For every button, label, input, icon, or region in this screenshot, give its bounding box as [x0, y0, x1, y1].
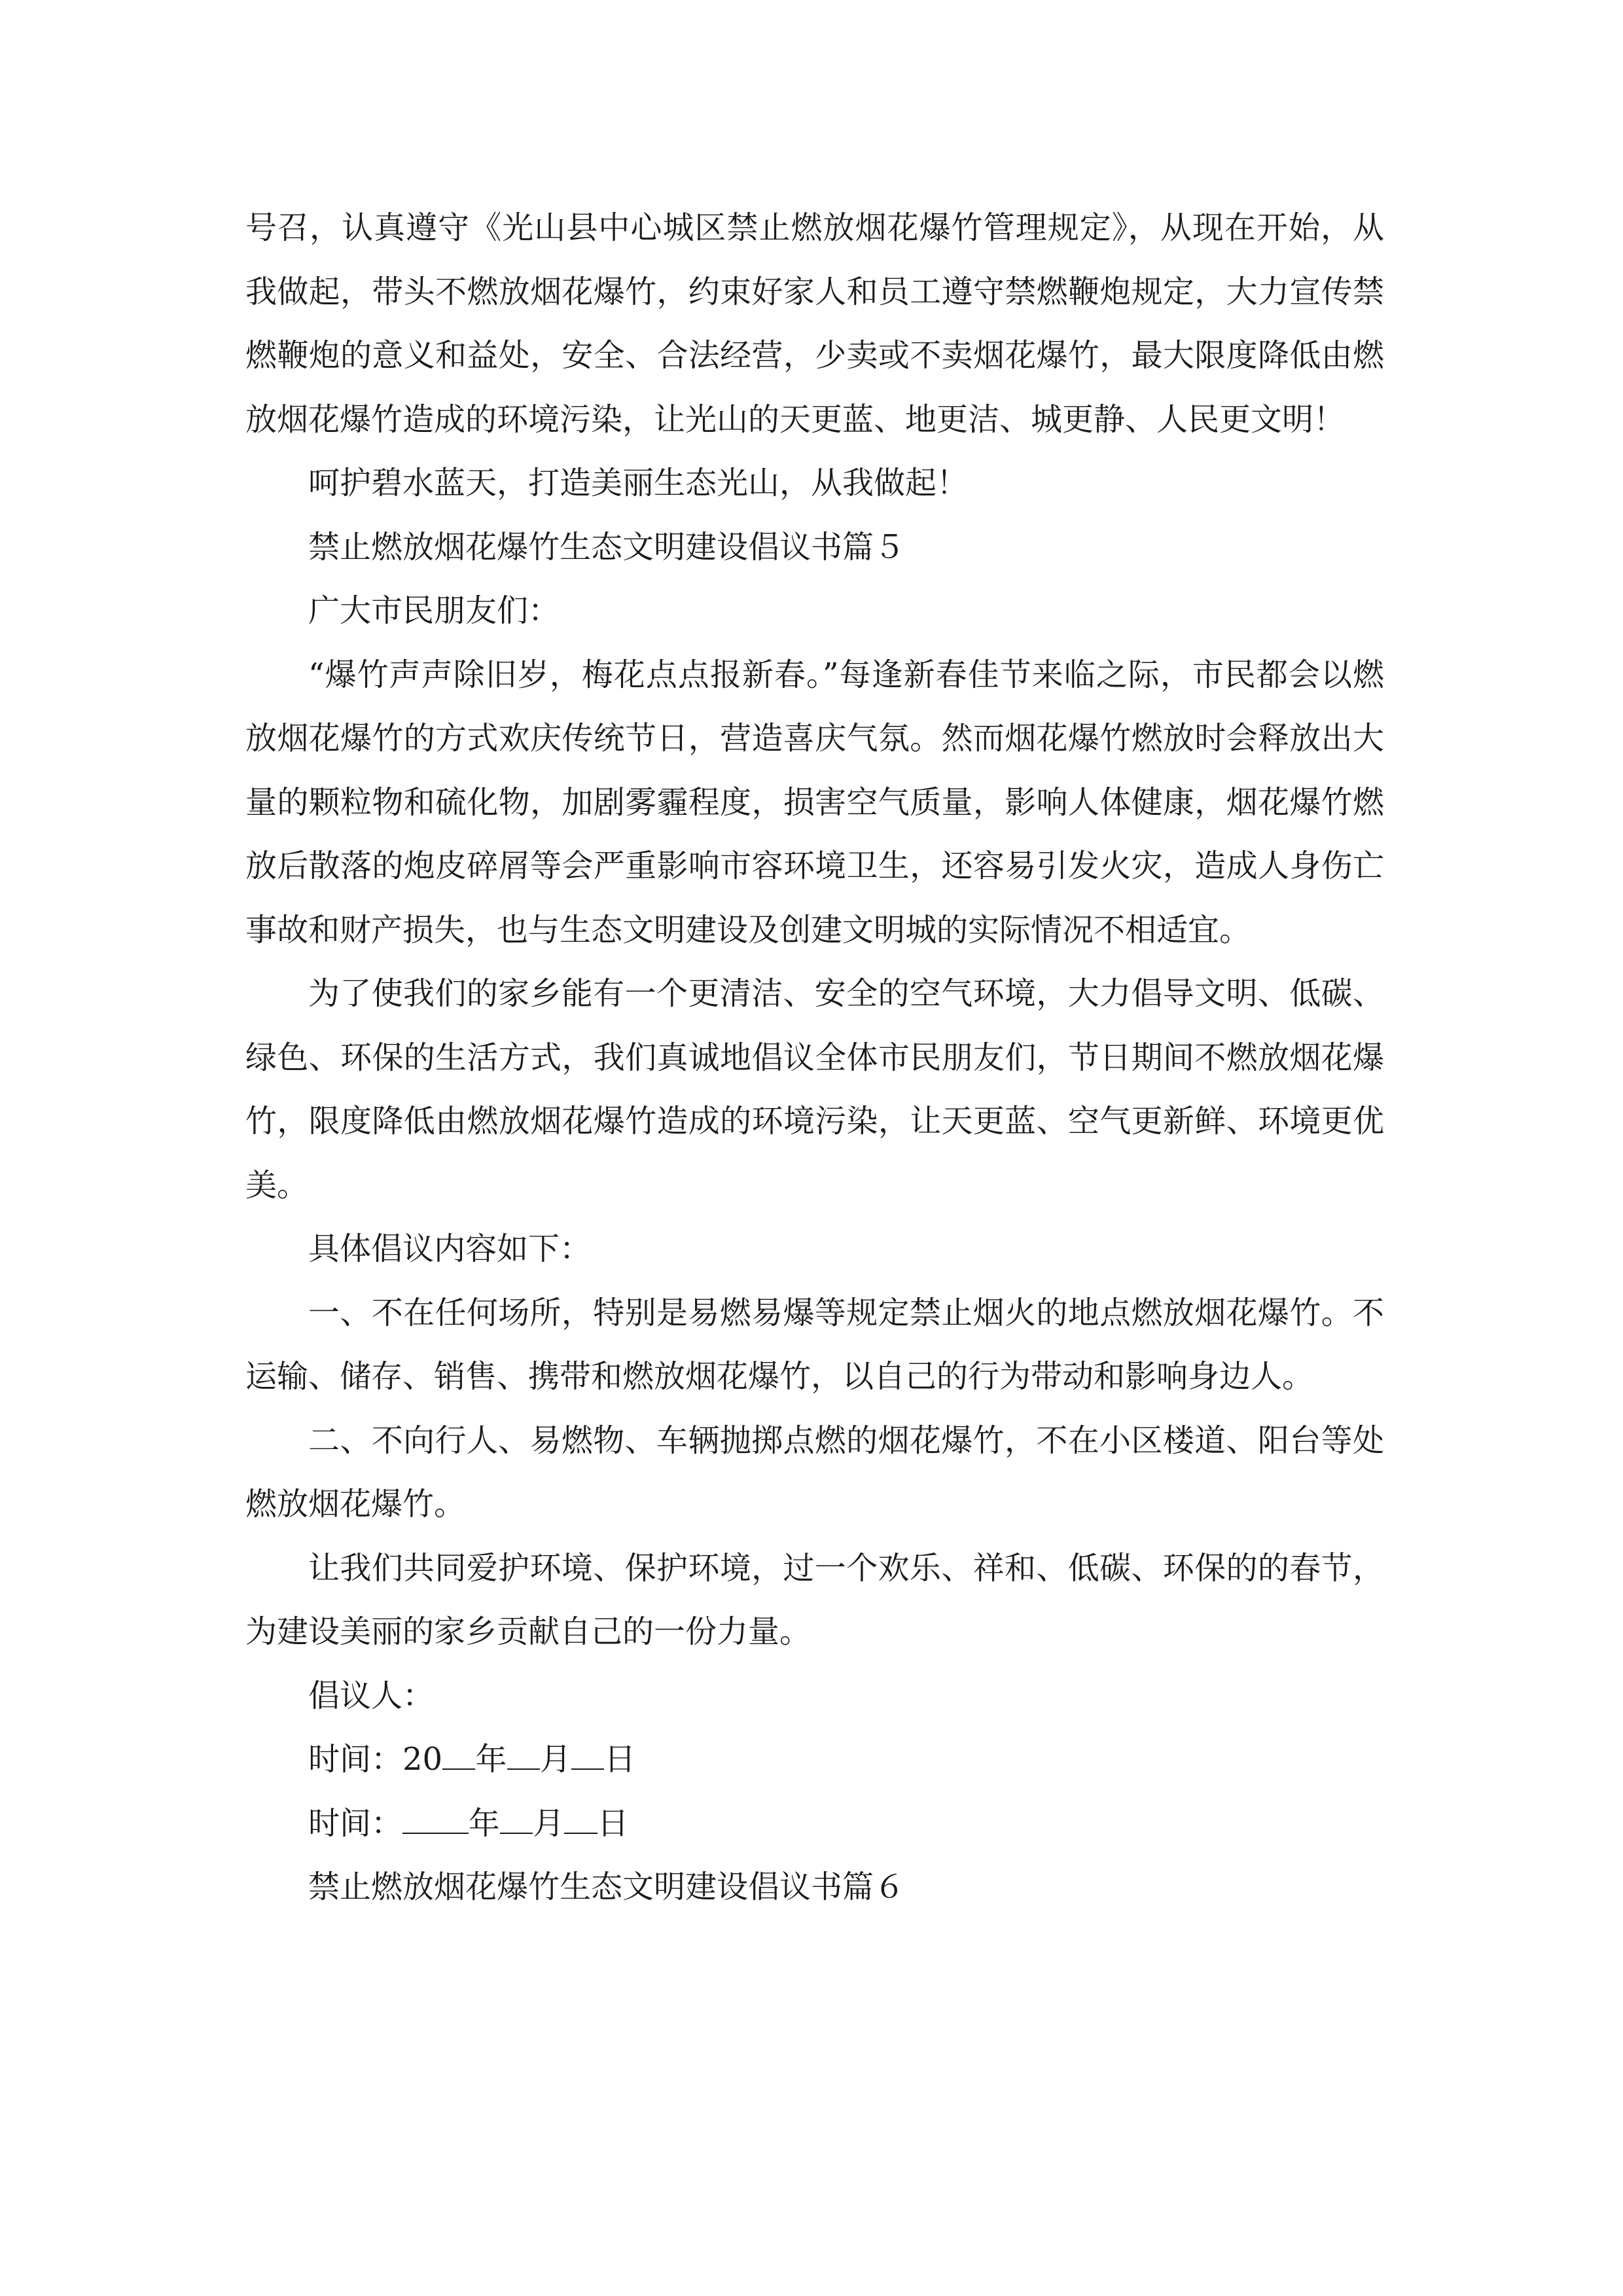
- date-day-char: 日: [604, 1741, 636, 1778]
- day-blank: [564, 1803, 597, 1834]
- year-blank: [442, 1738, 475, 1770]
- date-line-2: [245, 1792, 1384, 1856]
- date-label: 时间：: [308, 1804, 403, 1842]
- salutation: 广大市民朋友们：: [308, 592, 560, 629]
- date-month-char: 月: [533, 1804, 565, 1842]
- date-year-prefix: 20: [402, 1741, 443, 1778]
- proposal-item-1: 一、不在任何场所，特别是易燃易爆等规定禁止烟火的地点燃放烟花爆竹。不运输、储存、销售、携带和燃放烟花爆竹，以自己的行为带动和影响身边人。: [245, 1294, 1384, 1395]
- date-label: 时间：: [308, 1741, 403, 1778]
- paragraph-intro: “爆竹声声除旧岁，梅花点点报新春。”每逢新春佳节来临之际，市民都会以燃放烟花爆竹的方式欢庆传统节日，营造喜庆气氛。然而烟花爆竹燃放时会释放出大量的颗粒物和硫化物，加剧雾霾程度，损害空气质量，影响人体健康，烟花爆竹燃放后散落的炮皮碎屑等会严重影响市容环境卫生，还容易引发火灾，造成人身伤亡事故和财产损失，也与生态文明建设及创建文明城的实际情况不相适宜。: [245, 656, 1384, 948]
- paragraph-continuation: 号召，认真遵守《光山县中心城区禁止燃放烟花爆竹管理规定》，从现在开始，从我做起，带头不燃放烟花爆竹，约束好家人和员工遵守禁燃鞭炮规定，大力宣传禁燃鞭炮的意义和益处，安全、合法经营，少卖或不卖烟花爆竹，最大限度降低由燃放烟花爆竹造成的环境污染，让光山的天更蓝、地更洁、城更静、人民更文明！: [245, 209, 1384, 438]
- month-blank: [507, 1738, 540, 1770]
- date-year-char: 年: [475, 1741, 507, 1778]
- section-title-5: 禁止燃放烟花爆竹生态文明建设倡议书篇５: [308, 528, 906, 565]
- paragraph-list-heading: 具体倡议内容如下：: [308, 1230, 592, 1267]
- proposal-item-2: 二、不向行人、易燃物、车辆抛掷点燃的烟花爆竹，不在小区楼道、阳台等处燃放烟花爆竹。: [245, 1422, 1384, 1522]
- date-line-1: [245, 1728, 1384, 1792]
- date-day-char: 日: [597, 1804, 629, 1842]
- day-blank: [571, 1738, 604, 1770]
- date-year-char: 年: [468, 1804, 500, 1842]
- document-page: [245, 196, 1384, 1920]
- signatory-label: 倡议人：: [308, 1677, 435, 1714]
- date-month-char: 月: [539, 1741, 571, 1778]
- paragraph-closing: 让我们共同爱护环境、保护环境，过一个欢乐、祥和、低碳、环保的的春节，为建设美丽的家乡贡献自己的一份力量。: [245, 1549, 1384, 1650]
- month-blank: [500, 1803, 533, 1834]
- year-blank: [402, 1803, 469, 1834]
- paragraph-slogan: 呵护碧水蓝天，打造美丽生态光山，从我做起！: [308, 465, 969, 501]
- paragraph-purpose: 为了使我们的家乡能有一个更清洁、安全的空气环境，大力倡导文明、低碳、绿色、环保的生活方式，我们真诚地倡议全体市民朋友们，节日期间不燃放烟花爆竹，限度降低由燃放烟花爆竹造成的环境污染，让天更蓝、空气更新鲜、环境更优美。: [245, 975, 1384, 1204]
- section-title-6: 禁止燃放烟花爆竹生态文明建设倡议书篇６: [308, 1869, 906, 1905]
